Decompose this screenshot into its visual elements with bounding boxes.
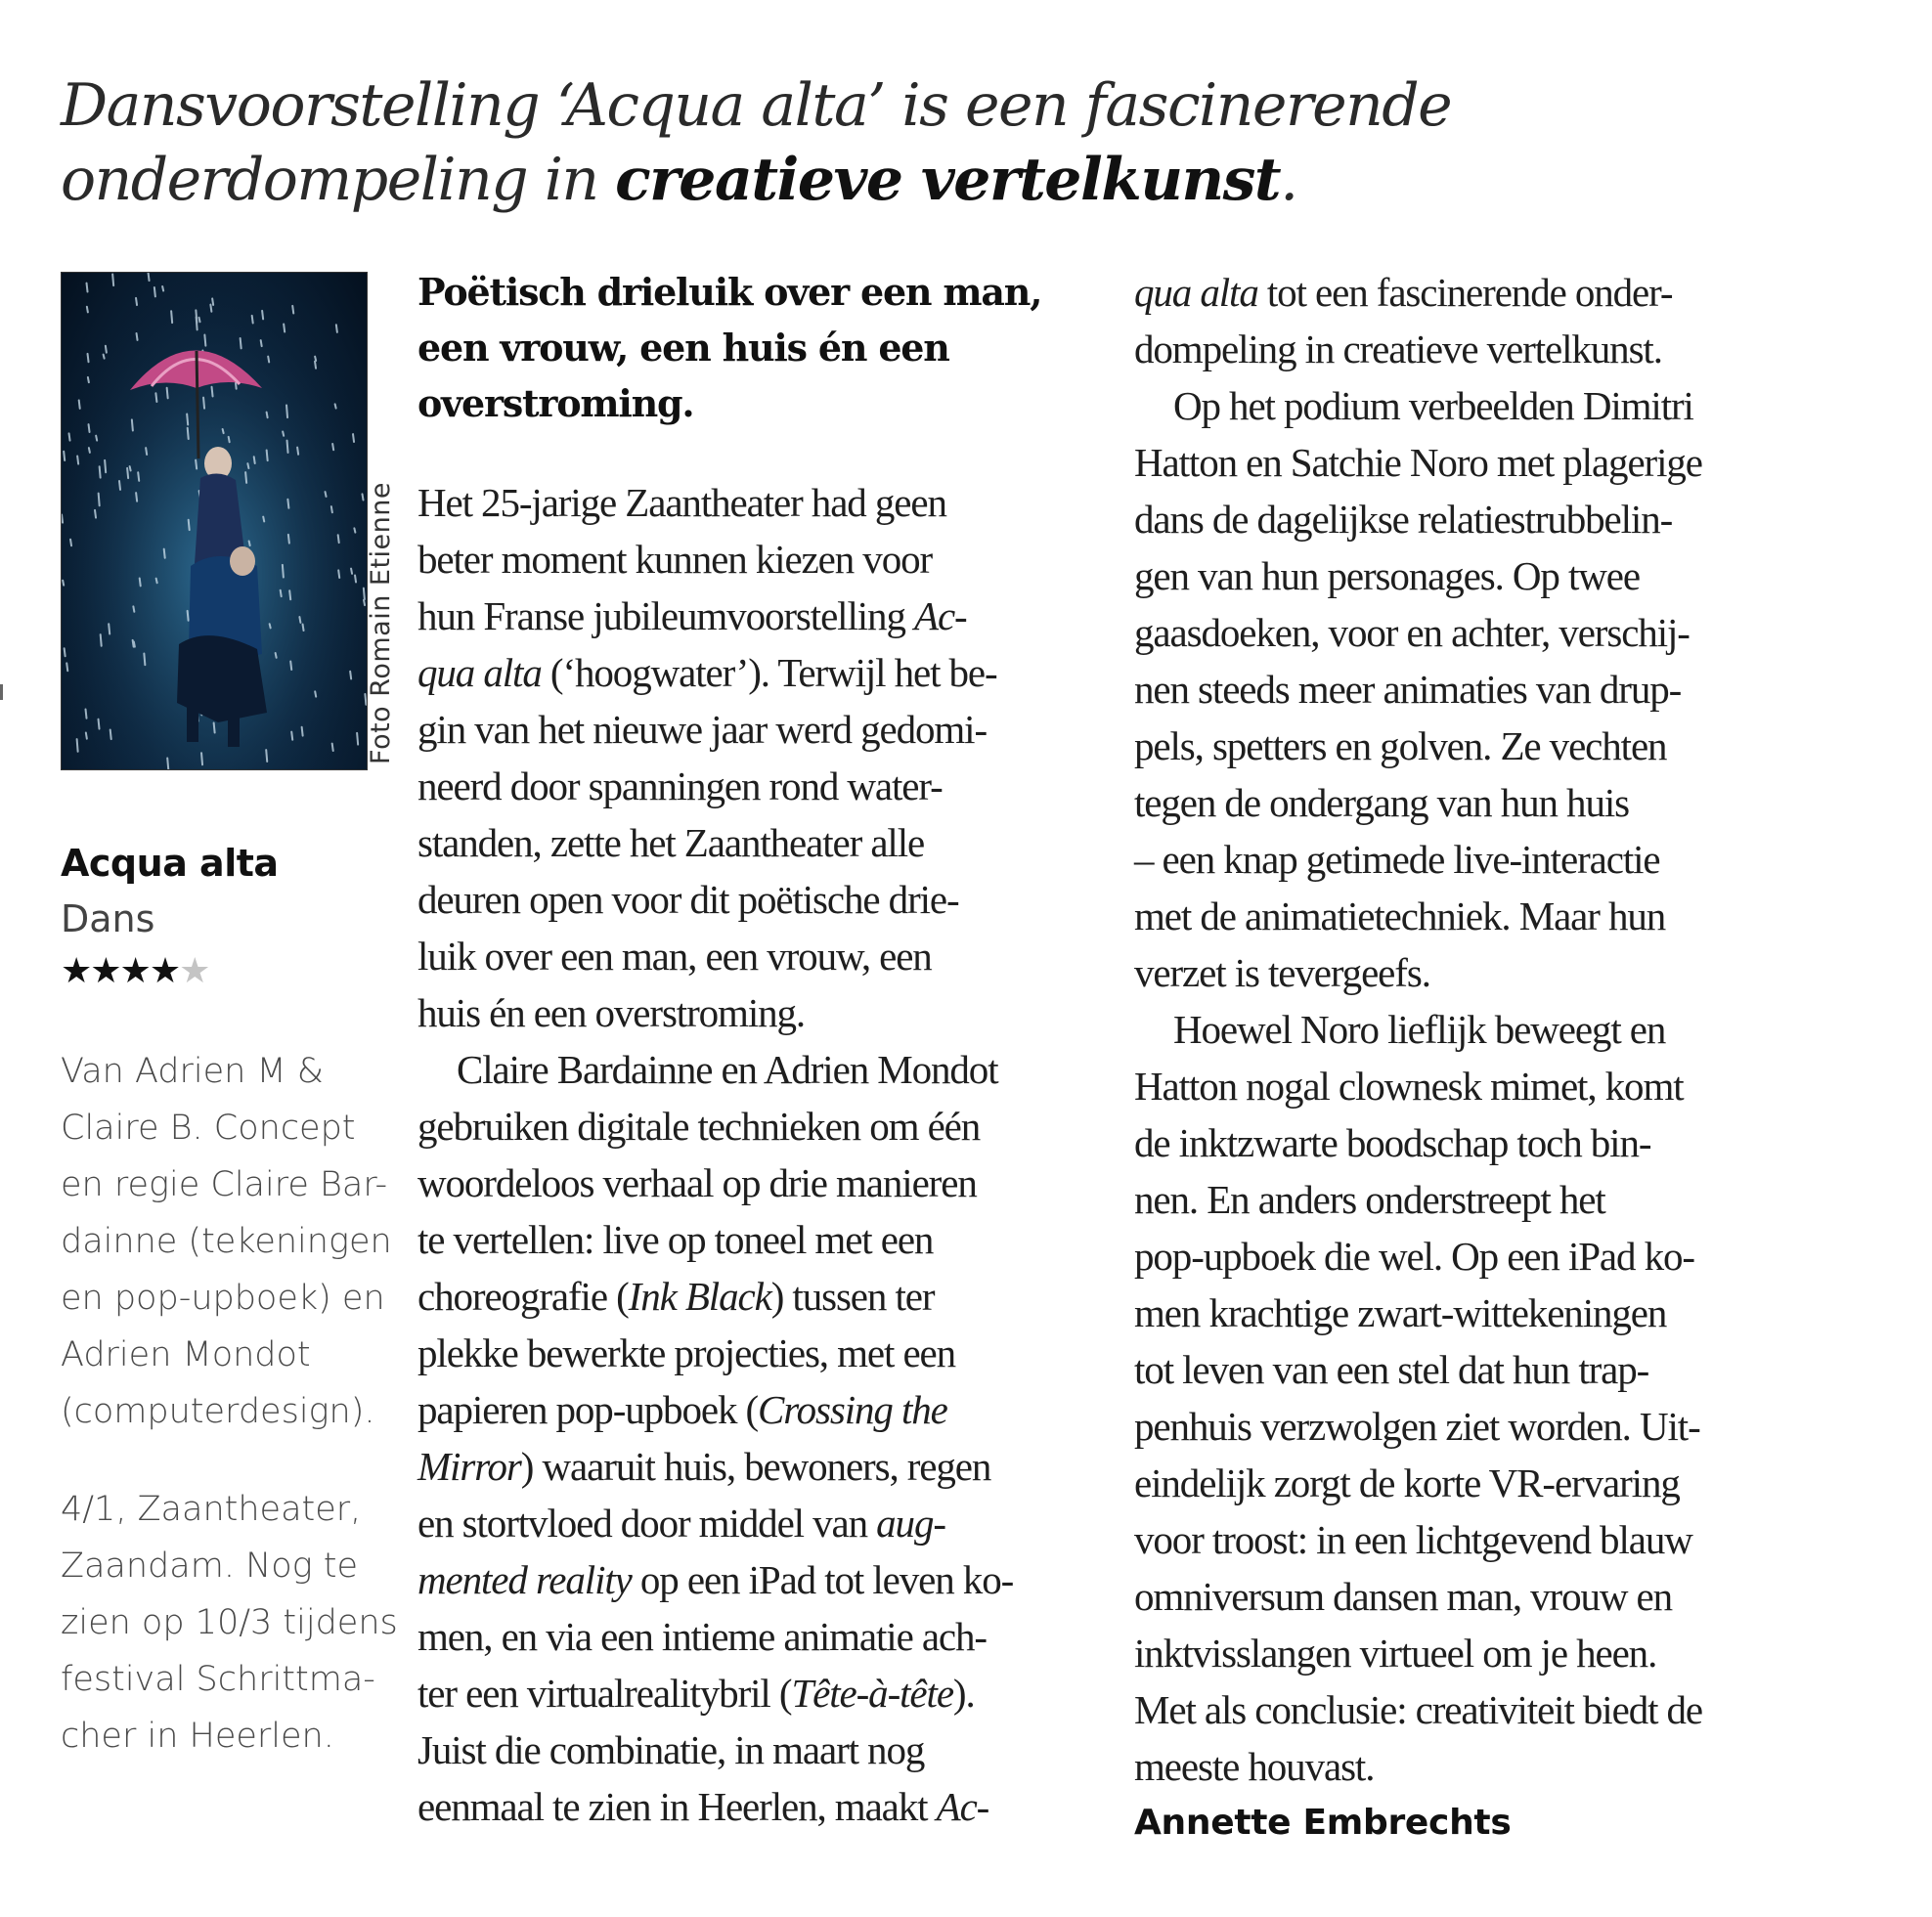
body-italic: Ac- bbox=[914, 593, 967, 638]
rain-drop bbox=[332, 444, 333, 450]
rain-drop bbox=[132, 419, 133, 430]
rain-drop bbox=[254, 457, 255, 463]
rain-drop bbox=[110, 729, 111, 739]
rain-drop bbox=[355, 575, 356, 582]
body-text: ) waaruit huis, bewoners, regen bbox=[520, 1444, 991, 1489]
rain-drop bbox=[350, 672, 351, 679]
rain-drop bbox=[188, 611, 189, 621]
body-line bbox=[417, 1551, 1082, 1608]
rain-drop bbox=[203, 398, 204, 409]
show-title: Acqua alta bbox=[61, 842, 279, 885]
body-line: eindelijk zorgt de korte VR-ervaring bbox=[1134, 1460, 1680, 1505]
credits-line: en regie Claire Bar- bbox=[61, 1165, 388, 1204]
rain-drop bbox=[204, 335, 205, 346]
rain-drop bbox=[127, 468, 128, 478]
lead-spacer bbox=[417, 431, 1082, 474]
rain-drop bbox=[133, 606, 134, 611]
rain-drop bbox=[188, 428, 189, 439]
rain-drop bbox=[64, 452, 65, 460]
rain-drop bbox=[104, 355, 105, 359]
body-line: deuren open voor dit poëtische drie- bbox=[417, 877, 959, 922]
rain-drop bbox=[96, 436, 97, 441]
rain-drop bbox=[70, 540, 71, 546]
body-line: meeste houvast. bbox=[1134, 1744, 1375, 1789]
rain-drop bbox=[79, 400, 80, 408]
rain-drop bbox=[112, 275, 113, 286]
rain-drop bbox=[105, 460, 106, 472]
rain-drop bbox=[89, 424, 90, 432]
rain-drop bbox=[331, 506, 332, 512]
body-italic: Ink Black bbox=[628, 1274, 771, 1319]
headline-period: . bbox=[1280, 146, 1297, 214]
rain-drop bbox=[214, 722, 215, 732]
rain-drop bbox=[130, 466, 131, 470]
rain-drop bbox=[171, 311, 172, 323]
rain-drop bbox=[338, 570, 339, 578]
rain-drop bbox=[276, 653, 277, 658]
rain-drop bbox=[212, 387, 213, 397]
body-line: gen van hun personages. Op twee bbox=[1134, 553, 1640, 598]
body-italic: qua alta bbox=[417, 650, 542, 695]
rain-drop bbox=[109, 624, 110, 633]
rain-drop bbox=[99, 719, 100, 729]
star-rating bbox=[61, 947, 383, 996]
body-italic: aug- bbox=[876, 1501, 945, 1546]
rain-drop bbox=[351, 569, 352, 574]
rain-drop bbox=[63, 581, 64, 586]
body-line: plekke bewerkte projecties, met een bbox=[417, 1330, 956, 1375]
body-line bbox=[417, 588, 1082, 644]
rain-drop bbox=[212, 298, 213, 305]
show-credits bbox=[61, 1043, 392, 1440]
body-line: voor troost: in een lichtgevend blauw bbox=[1134, 1517, 1692, 1562]
body-line: Het 25-jarige Zaantheater had geen bbox=[417, 480, 946, 525]
rain-drop bbox=[187, 414, 188, 424]
rain-drop bbox=[86, 733, 87, 739]
body-line: Met als conclusie: creativiteit biedt de bbox=[1134, 1687, 1703, 1732]
rain-drop bbox=[332, 744, 333, 751]
rain-drop bbox=[326, 492, 327, 497]
rain-drop bbox=[289, 590, 290, 599]
rain-drop bbox=[88, 354, 89, 362]
body-text: ter een virtualrealitybril ( bbox=[417, 1671, 792, 1716]
rain-drop bbox=[136, 298, 137, 305]
body-text: choreografie ( bbox=[417, 1274, 629, 1319]
rain-drop bbox=[88, 377, 89, 382]
venue-line: festival Schrittma- bbox=[61, 1660, 375, 1699]
body-line: neerd door spanningen rond water- bbox=[417, 763, 943, 808]
body-line: nen. En anders onderstreept het bbox=[1134, 1177, 1605, 1222]
rain-drop bbox=[66, 663, 67, 671]
body-line: gebruiken digitale technieken om één bbox=[417, 1104, 981, 1149]
credits-line: Van Adrien M & bbox=[61, 1052, 325, 1091]
rain-drop bbox=[245, 472, 246, 483]
credits-line: Claire B. Concept bbox=[61, 1109, 356, 1148]
body-line: tot leven van een stel dat hun trap- bbox=[1134, 1347, 1649, 1392]
rain-drop bbox=[77, 456, 78, 463]
show-venue bbox=[61, 1481, 398, 1765]
rain-drop bbox=[290, 661, 291, 670]
body-line: Hoewel Noro lieflijk beweegt en bbox=[1173, 1007, 1666, 1052]
body-text: (‘hoogwater’). Terwijl het be- bbox=[541, 650, 997, 695]
rain-drop bbox=[89, 448, 90, 453]
rain-drop bbox=[336, 325, 337, 332]
venue-line: cher in Heerlen. bbox=[61, 1717, 334, 1756]
rain-drop bbox=[199, 318, 200, 322]
rain-drop bbox=[137, 333, 138, 340]
body-line: pop-upboek die wel. Op een iPad ko- bbox=[1134, 1234, 1694, 1279]
rain-drop bbox=[144, 653, 145, 665]
rain-drop bbox=[136, 493, 137, 501]
rain-drop bbox=[119, 481, 120, 490]
body-line: Juist die combinatie, in maart nog bbox=[417, 1727, 925, 1772]
body-italic: mented reality bbox=[417, 1557, 632, 1602]
body-line: dans de dagelijkse relatiestrubbelin- bbox=[1134, 497, 1673, 542]
venue-line: zien op 10/3 tijdens bbox=[61, 1603, 398, 1642]
rain-drop bbox=[100, 466, 101, 477]
rain-drop bbox=[106, 346, 107, 353]
body-line: met de animatietechniek. Maar hun bbox=[1134, 893, 1666, 938]
headline-line-2: onderdompeling in bbox=[61, 146, 616, 214]
body-line: Claire Bardainne en Adrien Mondot bbox=[457, 1047, 998, 1092]
rain-drop bbox=[77, 739, 78, 752]
rain-drop bbox=[315, 357, 316, 361]
rain-drop bbox=[267, 413, 268, 418]
rain-drop bbox=[99, 494, 100, 506]
rain-drop bbox=[62, 514, 63, 522]
body-text: tot een fascinerende onder- bbox=[1257, 270, 1673, 315]
rain-drop bbox=[292, 306, 293, 314]
body-line: nen steeds meer animaties van drup- bbox=[1134, 667, 1682, 712]
rain-drop bbox=[249, 542, 250, 545]
rain-drop bbox=[189, 520, 190, 530]
body-text: hun Franse jubileumvoorstelling bbox=[417, 593, 914, 638]
rain-drop bbox=[281, 590, 282, 596]
body-italic: Crossing the bbox=[758, 1387, 947, 1432]
rain-drop bbox=[196, 460, 197, 469]
credits-line: (computerdesign). bbox=[61, 1392, 375, 1431]
rain-drop bbox=[210, 305, 211, 312]
body-line: woordeloos verhaal op drie manieren bbox=[417, 1160, 977, 1205]
body-italic: Mirror bbox=[417, 1444, 521, 1489]
body-line bbox=[417, 1381, 1082, 1438]
author-byline: Annette Embrechts bbox=[1134, 1803, 1512, 1843]
photo-credit: Foto Romain Etienne bbox=[366, 482, 396, 764]
stars-empty: ★ bbox=[179, 951, 209, 991]
rain-drop bbox=[229, 437, 230, 442]
body-line: men, en via een intieme animatie ach- bbox=[417, 1614, 987, 1659]
body-line: luik over een man, een vrouw, een bbox=[417, 934, 932, 979]
rain-drop bbox=[283, 565, 284, 578]
body-line: penhuis verzwolgen ziet worden. Uit- bbox=[1134, 1404, 1700, 1449]
body-line: Hatton nogal clownesk mimet, komt bbox=[1134, 1064, 1684, 1109]
rain-drop bbox=[286, 405, 287, 417]
rain-drop bbox=[95, 510, 96, 518]
body-italic: Tête-à-tête bbox=[791, 1671, 953, 1716]
show-genre: Dans bbox=[61, 897, 155, 940]
rain-drop bbox=[266, 750, 267, 762]
body-line: huis én een overstroming. bbox=[417, 990, 806, 1035]
article-lead bbox=[417, 264, 1082, 431]
rain-drop bbox=[133, 640, 134, 647]
lead-line: overstroming. bbox=[417, 381, 694, 425]
rain-drop bbox=[223, 429, 224, 433]
rain-drop bbox=[201, 753, 202, 764]
rain-drop bbox=[335, 404, 336, 408]
rain-drop bbox=[146, 448, 147, 455]
article-column-2 bbox=[1134, 264, 1838, 1852]
body-text: ) tussen ter bbox=[770, 1274, 935, 1319]
rain-drop bbox=[167, 759, 168, 769]
rain-drop bbox=[354, 528, 355, 532]
body-line: standen, zette het Zaantheater alle bbox=[417, 820, 925, 865]
body-line: te vertellen: live op toneel met een bbox=[417, 1217, 934, 1262]
body-line bbox=[417, 1495, 1082, 1551]
body-text: eenmaal te zien in Heerlen, maakt bbox=[417, 1784, 937, 1829]
body-line: Op het podium verbeelden Dimitri bbox=[1173, 383, 1693, 428]
rain-drop bbox=[140, 579, 141, 587]
body-line: – een knap getimede live-interactie bbox=[1134, 837, 1660, 882]
rain-drop bbox=[241, 338, 242, 348]
body-text: en stortvloed door middel van bbox=[417, 1501, 877, 1546]
rain-drop bbox=[65, 648, 66, 656]
body-line bbox=[417, 1438, 1082, 1495]
venue-line: Zaandam. Nog te bbox=[61, 1547, 359, 1586]
rain-drop bbox=[299, 617, 300, 623]
body-italic: Ac- bbox=[936, 1784, 989, 1829]
rain-drop bbox=[287, 500, 288, 508]
lead-line: Poëtisch drieluik over een man, bbox=[417, 270, 1042, 314]
photo-illustration bbox=[62, 273, 367, 769]
body-line: Hatton en Satchie Noro met plagerige bbox=[1134, 440, 1702, 485]
rain-drop bbox=[155, 393, 156, 402]
rain-drop bbox=[162, 286, 163, 291]
body-text: papieren pop-upboek ( bbox=[417, 1387, 759, 1432]
rain-drop bbox=[167, 388, 168, 399]
rain-drop bbox=[164, 549, 165, 558]
article-column-1 bbox=[417, 264, 1082, 1835]
headline-emphasis: creatieve vertelkunst bbox=[615, 146, 1281, 214]
body-line bbox=[417, 644, 1082, 701]
venue-line: 4/1, Zaantheater, bbox=[61, 1490, 362, 1529]
lead-line: een vrouw, een huis én een bbox=[417, 326, 949, 370]
rain-drop bbox=[297, 448, 298, 455]
headline bbox=[61, 68, 1869, 217]
body-line bbox=[417, 1268, 1082, 1325]
rain-drop bbox=[302, 727, 303, 736]
body-text: ). bbox=[952, 1671, 975, 1716]
rain-drop bbox=[267, 451, 268, 461]
body-line: pels, spetters en golven. Ze vechten bbox=[1134, 723, 1667, 768]
body-line: dompeling in creatieve vertelkunst. bbox=[1134, 327, 1662, 371]
body-line bbox=[1134, 264, 1838, 321]
rain-drop bbox=[315, 691, 316, 696]
rain-drop bbox=[291, 732, 292, 740]
rain-drop bbox=[252, 316, 253, 324]
rain-drop bbox=[154, 287, 155, 296]
rain-drop bbox=[284, 324, 285, 331]
credits-line: dainne (tekeningen bbox=[61, 1222, 392, 1261]
rain-drop bbox=[69, 433, 70, 440]
body-line: omniversum dansen man, vrouw en bbox=[1134, 1574, 1673, 1619]
rain-drop bbox=[315, 362, 316, 369]
rain-drop bbox=[262, 311, 263, 319]
body-line: gaasdoeken, voor en achter, verschij- bbox=[1134, 610, 1690, 655]
rain-drop bbox=[357, 733, 358, 745]
body-italic: qua alta bbox=[1134, 270, 1258, 315]
rain-drop bbox=[303, 625, 304, 631]
rain-drop bbox=[101, 634, 102, 646]
rain-drop bbox=[353, 434, 354, 442]
body-text: op een iPad tot leven ko- bbox=[631, 1557, 1014, 1602]
rain-drop bbox=[138, 472, 139, 481]
credits-line: en pop-upboek) en bbox=[61, 1279, 385, 1318]
body-line bbox=[417, 1778, 1082, 1835]
rain-drop bbox=[287, 441, 288, 453]
body-line: beter moment kunnen kiezen voor bbox=[417, 537, 933, 582]
performance-photo bbox=[61, 272, 368, 770]
headline-line-1: Dansvoorstelling ‘Acqua alta’ is een fascinerende bbox=[61, 71, 1452, 140]
body-line: men krachtige zwart-wittekeningen bbox=[1134, 1290, 1667, 1335]
rain-drop bbox=[87, 283, 88, 292]
rain-drop bbox=[288, 535, 289, 544]
rain-drop bbox=[283, 432, 284, 436]
rain-drop bbox=[86, 709, 87, 718]
rain-drop bbox=[156, 579, 157, 584]
credits-line: Adrien Mondot bbox=[61, 1335, 311, 1374]
body-line: verzet is tevergeefs. bbox=[1134, 950, 1430, 995]
rain-drop bbox=[149, 273, 150, 281]
rain-drop bbox=[263, 517, 264, 522]
rain-drop bbox=[87, 307, 88, 313]
rain-drop bbox=[338, 535, 339, 543]
body-line bbox=[417, 1665, 1082, 1721]
info-sidebar bbox=[61, 836, 398, 1765]
rain-drop bbox=[268, 357, 269, 363]
rain-drop bbox=[261, 340, 262, 346]
stars-filled: ★★★★ bbox=[61, 951, 180, 991]
rain-drop bbox=[270, 624, 271, 628]
body-line: de inktzwarte boodschap toch bin- bbox=[1134, 1120, 1651, 1165]
page-edge-mark bbox=[0, 684, 3, 700]
rain-drop bbox=[247, 463, 248, 468]
body-line: inktvisslangen virtueel om je heen. bbox=[1134, 1631, 1657, 1676]
body-line: gin van het nieuwe jaar werd gedomi- bbox=[417, 707, 988, 752]
body-line: tegen de ondergang van hun huis bbox=[1134, 780, 1629, 825]
rain-drop bbox=[196, 310, 197, 323]
